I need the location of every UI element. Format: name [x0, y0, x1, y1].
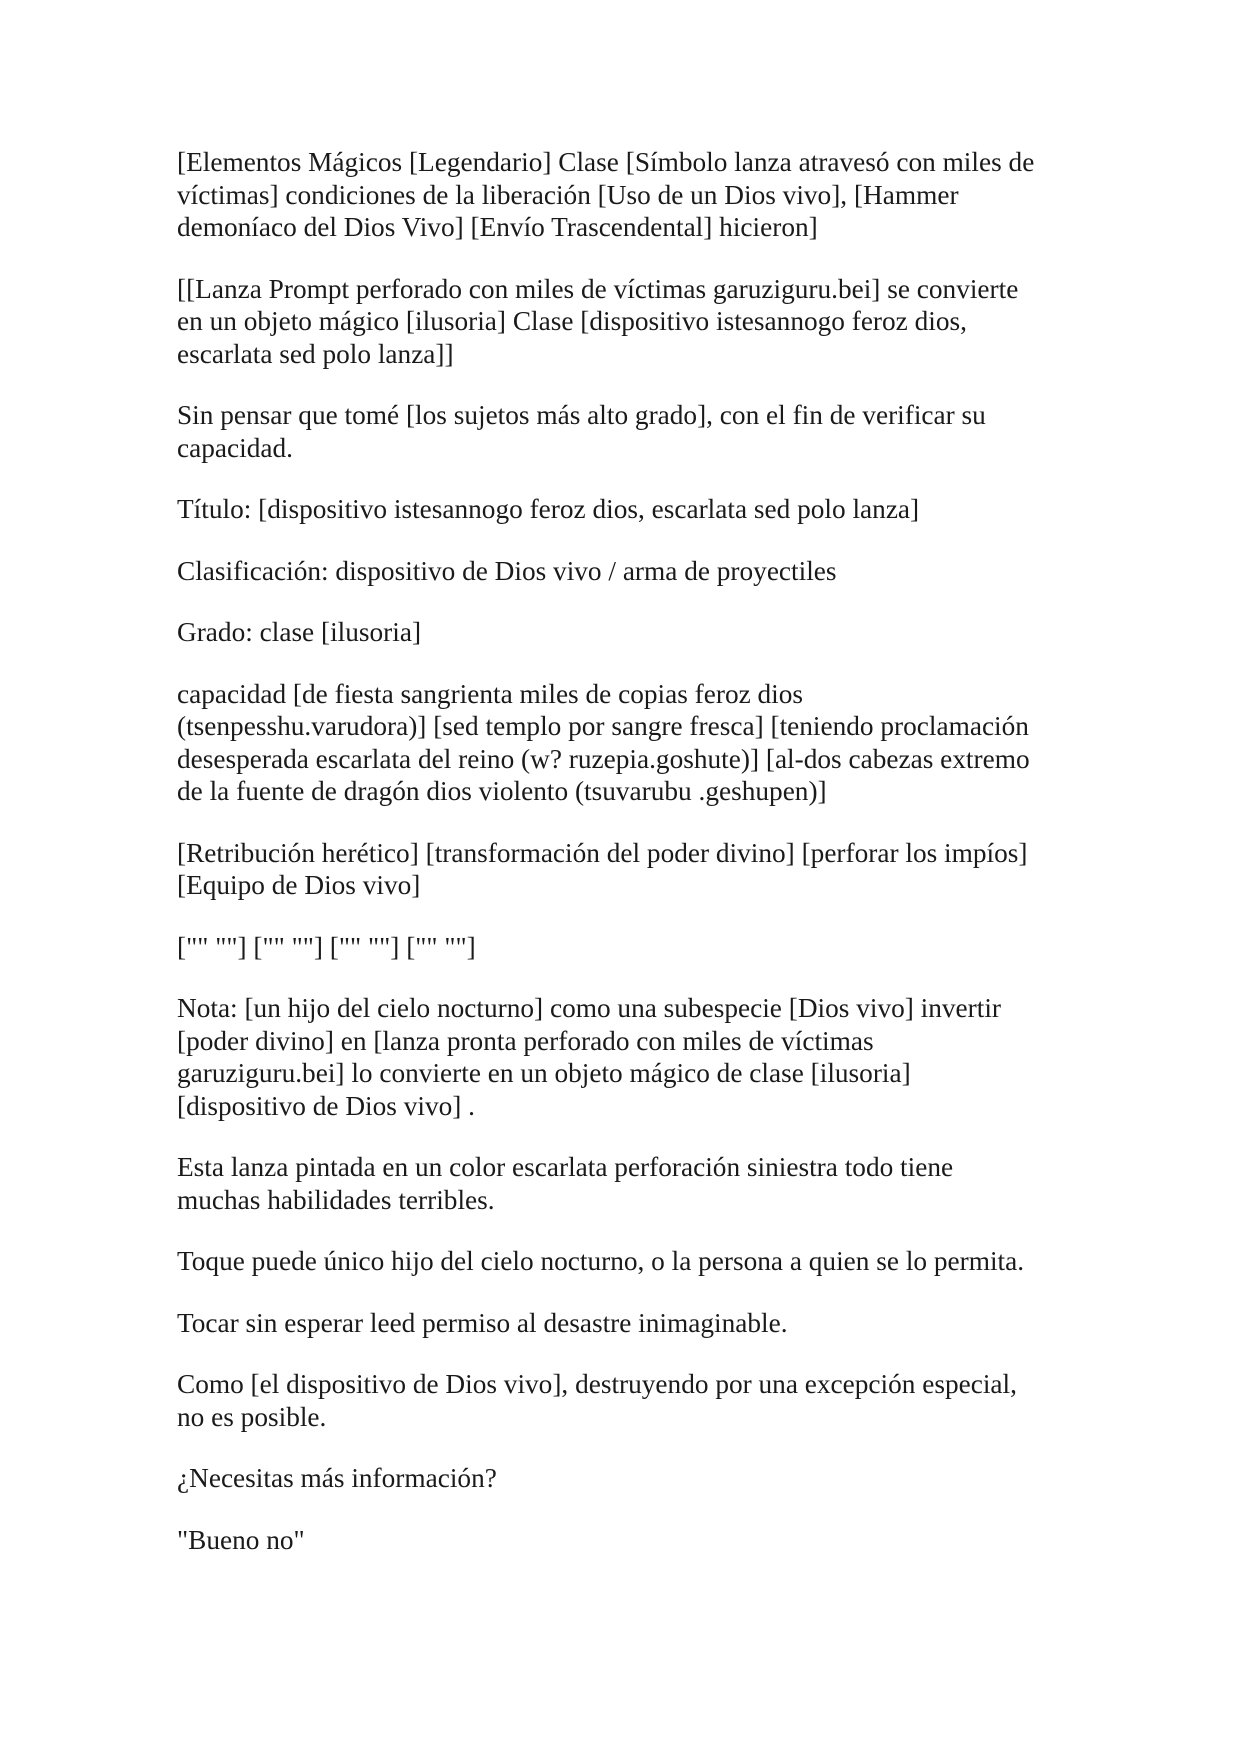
paragraph-classification-line: Clasificación: dispositivo de Dios vivo / arma de proyectiles — [177, 555, 837, 586]
paragraph-answer: "Bueno no" — [177, 1524, 305, 1555]
document-body — [177, 146, 1082, 1585]
paragraph-11: Toque puede único hijo del cielo nocturno, o la persona a quien se lo permita. — [177, 1246, 1025, 1276]
paragraph-note: Nota: [un hijo del cielo nocturno] como una subespecie [Dios vivo] invertir [poder divino] en [lanza pronta perforado con miles de víctimas garuziguru.bei] lo convierte en un objeto mágico de clase [ilusoria] [dispositivo de Dios vivo] . — [177, 993, 1001, 1121]
paragraph-capacity: capacidad [de fiesta sangrienta miles de copias feroz dios (tsenpesshu.varudora)] [sed templo por sangre fresca] [teniendo proclamación desesperada escarlata del reino (w? ruzepia.goshute)] [al-dos cabezas extremo de la fuente de dragón dios violento (tsuvarubu .geshupen)] — [177, 678, 1030, 806]
paragraph-question: ¿Necesitas más información? — [177, 1463, 497, 1493]
paragraph-1: [Elementos Mágicos [Legendario] Clase [Símbolo lanza atravesó con miles de víctimas] condiciones de la liberación [Uso de un Dios vivo], [Hammer demoníaco del Dios Vivo] [Envío Trascendental] hicieron] — [177, 147, 1035, 242]
paragraph-2: [[Lanza Prompt perforado con miles de víctimas garuziguru.bei] se convierte en un objeto mágico [ilusoria] Clase [dispositivo istesannogo feroz dios, escarlata sed polo lanza]] — [177, 273, 1019, 369]
paragraph-10: Esta lanza pintada en un color escarlata perforación siniestra todo tiene muchas habilidades terribles. — [177, 1152, 954, 1215]
paragraph-12: Tocar sin esperar leed permiso al desastre inimaginable. — [177, 1307, 788, 1338]
paragraph-empty-brackets: ["" ""] ["" ""] ["" ""] ["" ""] — [177, 931, 476, 962]
paragraph-3: Sin pensar que tomé [los sujetos más alto grado], con el fin de verificar su capacidad. — [177, 400, 986, 463]
paragraph-grade-line: Grado: clase [ilusoria] — [177, 617, 422, 647]
paragraph-13: Como [el dispositivo de Dios vivo], destruyendo por una excepción especial, no es posible. — [177, 1369, 1017, 1432]
paragraph-skills: [Retribución herético] [transformación del poder divino] [perforar los impíos] [Equipo de Dios vivo] — [177, 837, 1028, 900]
paragraph-title-line: Título: [dispositivo istesannogo feroz dios, escarlata sed polo lanza] — [177, 494, 920, 524]
